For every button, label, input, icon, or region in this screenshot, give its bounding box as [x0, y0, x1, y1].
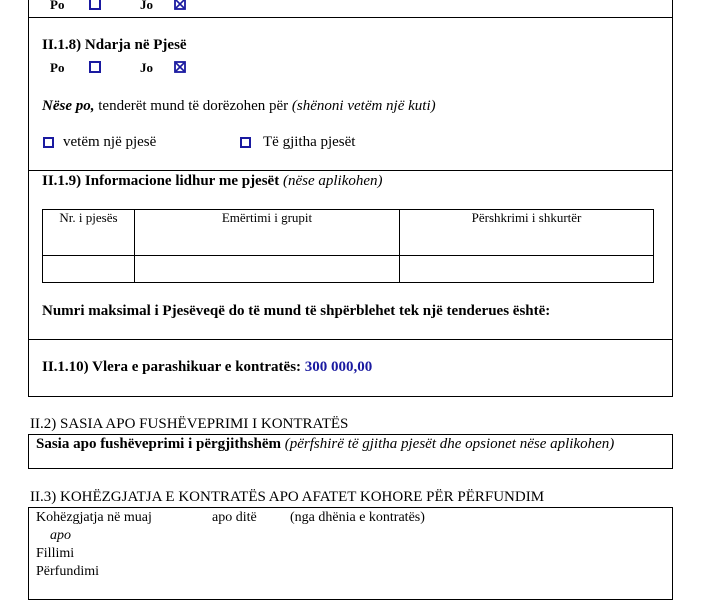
- end-date-label: Përfundimi: [36, 564, 99, 579]
- section-2-note: (përfshirë të gjitha pjesët dhe opsionet nëse aplikohen): [284, 436, 615, 452]
- option-all-parts-label: Të gjitha pjesët: [263, 134, 356, 150]
- section-2-label: Sasia apo fushëveprimi i përgjithshëm: [36, 436, 282, 452]
- top-jo-label: Jo: [140, 0, 153, 12]
- contract-value: 300 000,00: [304, 359, 373, 375]
- s118-nese-po: Nëse po,: [42, 98, 95, 114]
- table-cell[interactable]: [135, 256, 400, 283]
- divider-118-top: [28, 17, 673, 18]
- option-all-parts-checkbox[interactable]: [240, 137, 251, 148]
- duration-from-award-label: (nga dhënia e kontratës): [290, 510, 425, 525]
- frame-right: [672, 0, 673, 397]
- max-parts-text: Numri maksimal i Pjesëveqë do të mund të shpërblehet tek një tenderues është:: [42, 303, 551, 319]
- divider-119-top: [28, 170, 673, 171]
- duration-months-label: Kohëzgjatja në muaj: [36, 510, 152, 525]
- contract-value-label: II.1.10) Vlera e parashikuar e kontratës:: [42, 359, 302, 375]
- section-2-heading: II.2) SASIA APO FUSHËVEPRIMI I KONTRATËS: [30, 416, 349, 432]
- section-118-heading: II.1.8) Ndarja në Pjesë: [42, 37, 187, 53]
- table-row: [43, 256, 654, 283]
- frame-left: [28, 0, 29, 397]
- s118-note: (shënoni vetëm një kuti): [291, 98, 436, 114]
- s118-tender-line: [42, 98, 436, 115]
- top-po-checkbox[interactable]: [89, 0, 101, 10]
- start-date-label: Fillimi: [36, 546, 75, 561]
- section-1110-line: [42, 359, 372, 376]
- table-header-row: [43, 210, 654, 256]
- s118-po-checkbox[interactable]: [89, 61, 101, 73]
- frame-bottom: [28, 396, 673, 397]
- section-3-heading: II.3) KOHËZGJATJA E KONTRATËS APO AFATET KOHORE PËR PËRFUNDIM: [30, 489, 545, 505]
- divider-1110-top: [28, 339, 673, 340]
- header-emertimi-grupit: Emërtimi i grupit: [135, 210, 400, 256]
- table-cell[interactable]: [43, 256, 135, 283]
- parts-table: [42, 209, 654, 283]
- option-one-part-label: vetëm një pjesë: [63, 134, 157, 150]
- section-119-note: (nëse aplikohen): [282, 173, 383, 189]
- s118-jo-checkbox-checked[interactable]: [174, 61, 186, 73]
- option-one-part-checkbox[interactable]: [43, 137, 54, 148]
- s118-tender-text: tenderët mund të dorëzohen për: [94, 98, 292, 114]
- section-2-line: [36, 436, 614, 453]
- top-po-label: Po: [50, 0, 65, 12]
- s118-po-label: Po: [50, 60, 65, 75]
- section-119-heading-line: [42, 173, 383, 190]
- duration-days-label: apo ditë: [212, 510, 257, 525]
- header-pershkrimi: Përshkrimi i shkurtër: [400, 210, 654, 256]
- section-119-heading: II.1.9) Informacione lidhur me pjesët: [42, 173, 280, 189]
- table-cell[interactable]: [400, 256, 654, 283]
- duration-apo-label: apo: [50, 528, 71, 543]
- top-jo-checkbox-checked[interactable]: [174, 0, 186, 10]
- header-nr-pjeses: Nr. i pjesës: [43, 210, 135, 256]
- s118-jo-label: Jo: [140, 60, 153, 75]
